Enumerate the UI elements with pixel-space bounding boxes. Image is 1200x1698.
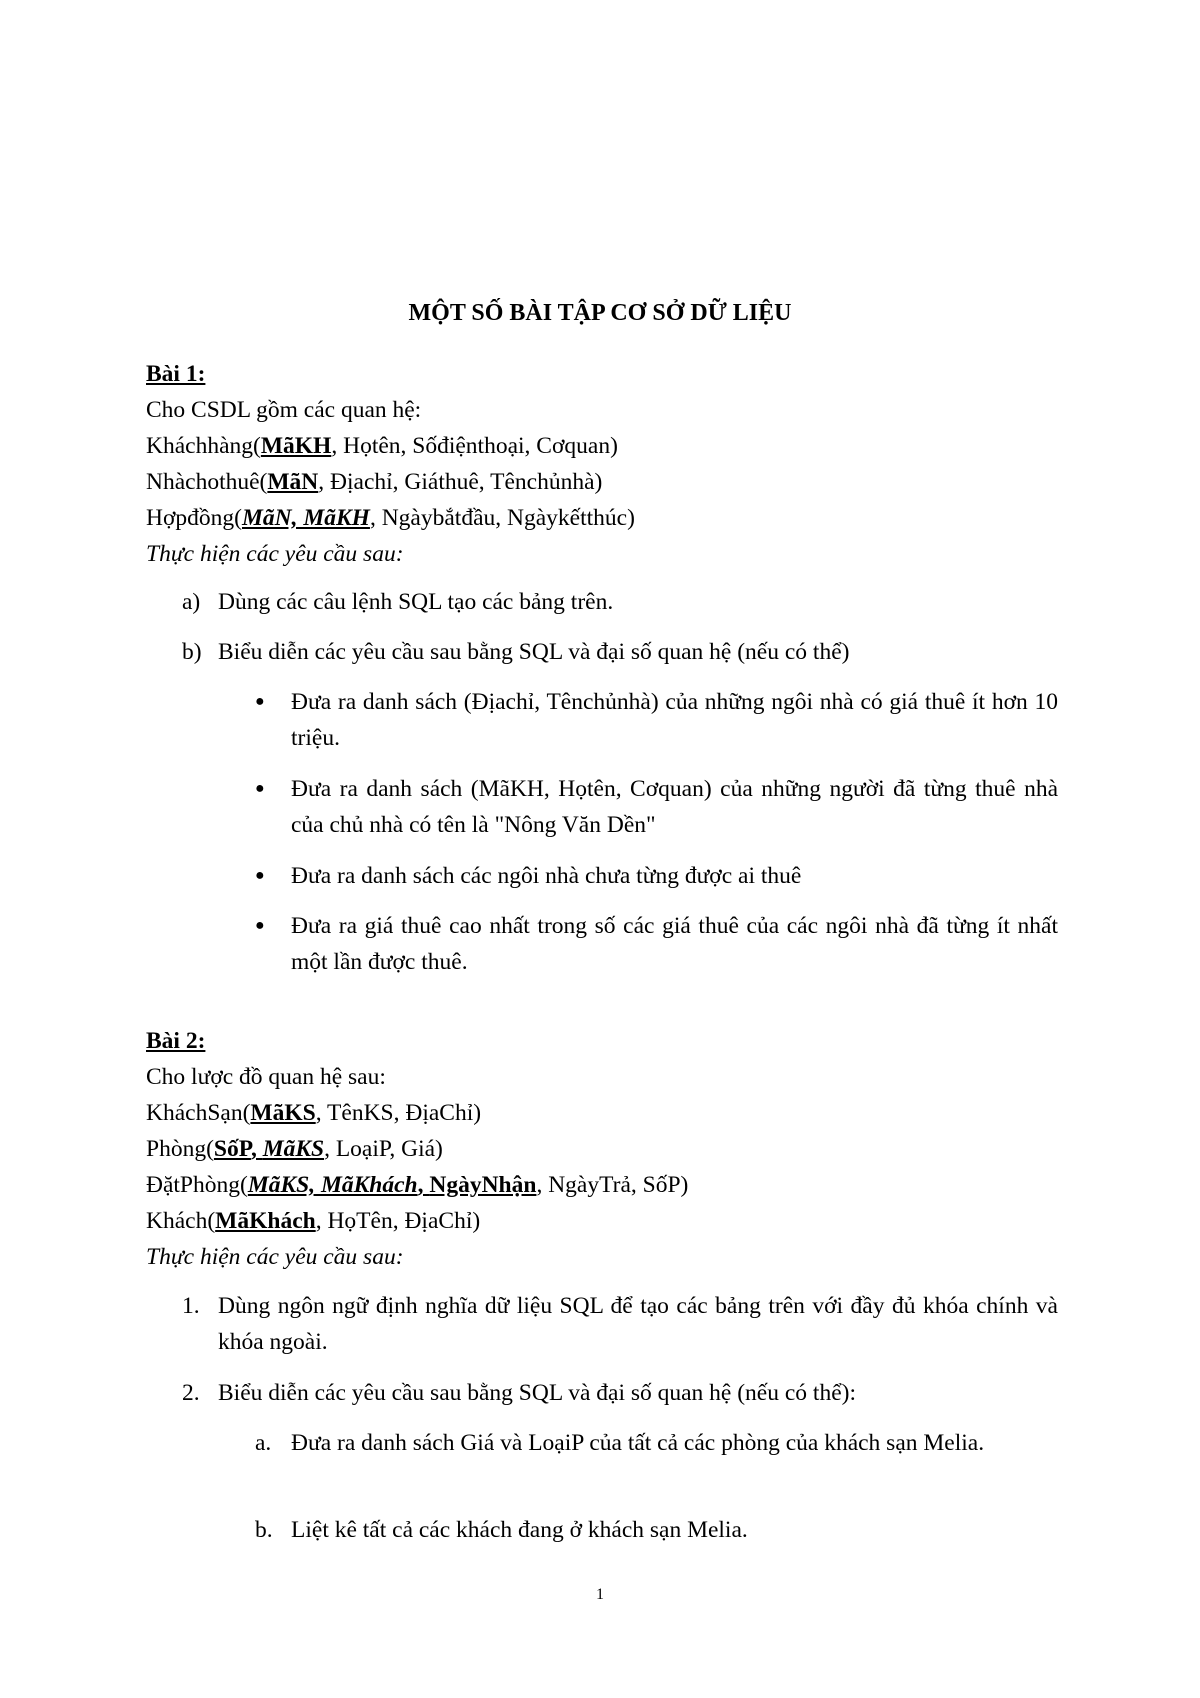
sub-item-b-text: Liệt kê tất cả các khách đang ở khách sạn Melia.: [291, 1517, 748, 1543]
exercise-1-intro: Cho CSDL gồm các quan hệ:: [146, 397, 422, 423]
item-1-text: Dùng ngôn ngữ định nghĩa dữ liệu SQL để tạo các bảng trên với đầy đủ khóa chính và khóa ngoài.: [218, 1293, 1058, 1355]
relation-phong: Phòng(SốP, MãKS, LoạiP, Giá): [146, 1136, 443, 1162]
relation-khachhang: Kháchhàng(MãKH, Họtên, Sốđiệnthoại, Cơquan): [146, 433, 618, 459]
relation-nhachothue: Nhàchothuê(MãN, Địachỉ, Giáthuê, Tênchủnhà): [146, 469, 603, 495]
exercise-1-heading: Bài 1:: [146, 361, 206, 387]
item-b-marker: b): [182, 639, 202, 665]
relation-khach: Khách(MãKhách, HọTên, ĐịaChỉ): [146, 1208, 481, 1234]
item-2-marker: 2.: [182, 1380, 200, 1406]
item-1-marker: 1.: [182, 1293, 200, 1319]
bullet-icon: ●: [255, 867, 265, 884]
item-2-text: Biểu diễn các yêu cầu sau bằng SQL và đại số quan hệ (nếu có thể):: [218, 1380, 856, 1406]
page-title: MỘT SỐ BÀI TẬP CƠ SỞ DỮ LIỆU: [408, 300, 792, 326]
relation-hopdong: Hợpđồng(MãN, MãKH, Ngàybắtđầu, Ngàykếtthúc): [146, 505, 635, 531]
sub-item-b-marker: b.: [255, 1517, 273, 1543]
exercise-1-task: Thực hiện các yêu cầu sau:: [146, 541, 404, 567]
item-a-text: Dùng các câu lệnh SQL tạo các bảng trên.: [218, 589, 614, 615]
exercise-2-task: Thực hiện các yêu cầu sau:: [146, 1244, 404, 1270]
exercise-2-intro: Cho lược đồ quan hệ sau:: [146, 1064, 386, 1090]
relation-datphong: ĐặtPhòng(MãKS, MãKhách, NgàyNhận, NgàyTrả, SốP): [146, 1172, 689, 1198]
bullet-item-2: Đưa ra danh sách (MãKH, Họtên, Cơquan) của những người đã từng thuê nhà của chủ nhà có tên là "Nông Văn Dền": [291, 776, 1058, 838]
bullet-icon: ●: [255, 780, 265, 797]
bullet-item-4: Đưa ra giá thuê cao nhất trong số các giá thuê của các ngôi nhà đã từng ít nhất một lần được thuê.: [291, 913, 1058, 975]
bullet-item-1: Đưa ra danh sách (Địachỉ, Tênchủnhà) của những ngôi nhà có giá thuê ít hơn 10 triệu.: [291, 689, 1058, 751]
item-b-text: Biểu diễn các yêu cầu sau bằng SQL và đại số quan hệ (nếu có thể): [218, 639, 850, 665]
exercise-2-heading: Bài 2:: [146, 1028, 206, 1054]
bullet-icon: ●: [255, 917, 265, 934]
bullet-icon: ●: [255, 693, 265, 710]
page-number: 1: [596, 1586, 604, 1603]
bullet-item-3: Đưa ra danh sách các ngôi nhà chưa từng được ai thuê: [291, 863, 802, 889]
sub-item-a-marker: a.: [255, 1430, 272, 1456]
sub-item-a-text: Đưa ra danh sách Giá và LoạiP của tất cả các phòng của khách sạn Melia.: [291, 1430, 985, 1456]
item-a-marker: a): [182, 589, 201, 615]
relation-khachsan: KháchSạn(MãKS, TênKS, ĐịaChỉ): [146, 1100, 482, 1126]
